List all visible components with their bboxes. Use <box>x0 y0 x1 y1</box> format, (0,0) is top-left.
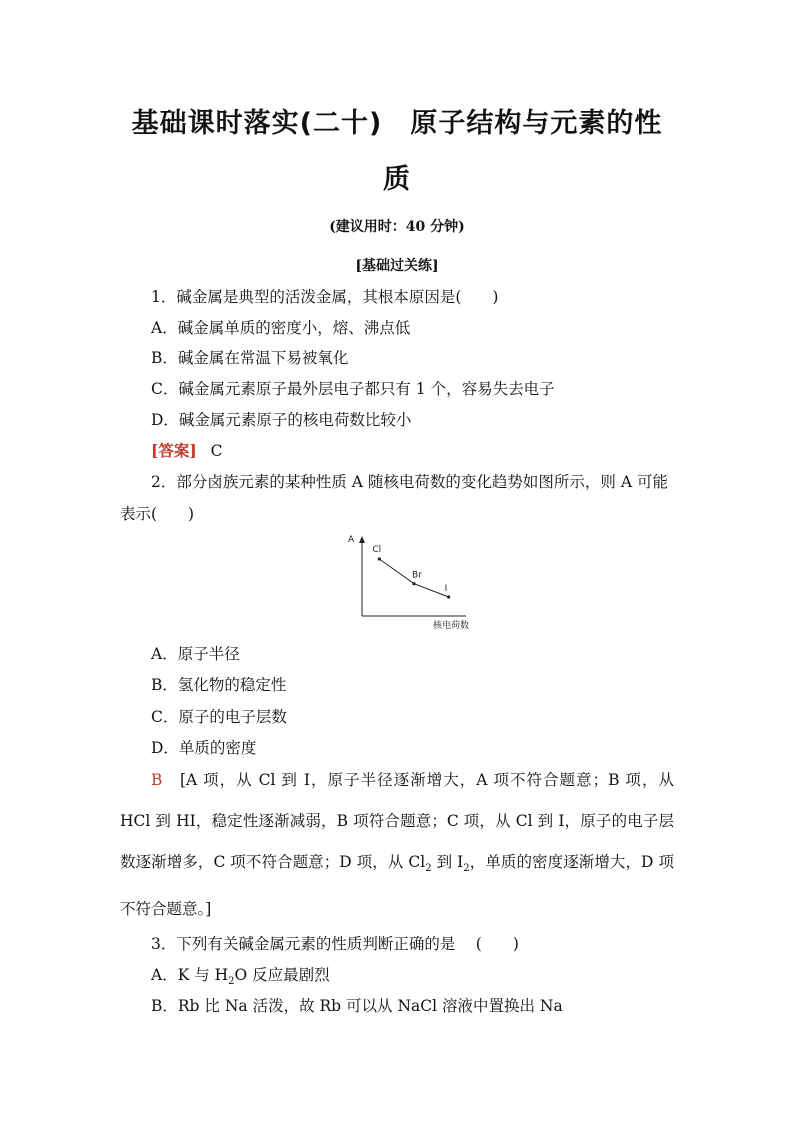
data-point-i <box>447 595 450 598</box>
answer-value: C <box>210 442 223 460</box>
q2-explanation-text-1: [A 项，从 Cl 到 I，原子半径逐渐增大，A 项不符合题意；B 项，从 HCl 到 HI，稳定性逐渐减弱，B 项符合题意；C 项，从 Cl 到 I，原子的电子层数逐渐增多，C 项不符合题意；D 项，从 Cl <box>120 771 674 871</box>
q2-option-c: C．原子的电子层数 <box>151 708 287 726</box>
data-label-br: Br <box>412 570 422 581</box>
q1-stem: 1．碱金属是典型的活泼金属，其根本原因是( ) <box>151 288 499 306</box>
title-line-1: 基础课时落实(二十) 原子结构与元素的性 <box>131 108 663 139</box>
q2-explanation-text-3: ，单质的密度逐渐增大，D 项不符合题意。] <box>120 853 674 919</box>
y-axis-arrow <box>359 536 365 543</box>
answer-label: [答案] <box>151 441 197 460</box>
data-label-i: I <box>444 584 448 594</box>
q2-explanation-text-2: 到 I <box>431 853 464 871</box>
data-points <box>372 545 450 599</box>
q1-answer <box>151 439 223 461</box>
q2-stem-line-2: 表示( ) <box>120 505 195 523</box>
x-axis-label: 核电荷数 <box>433 621 470 631</box>
page-title <box>110 96 684 208</box>
title-line-2: 质 <box>383 164 411 195</box>
q2-option-d: D．单质的密度 <box>151 739 257 757</box>
q1-option-d: D．碱金属元素原子的核电荷数比较小 <box>151 411 412 429</box>
time-hint: (建议用时：40 分钟) <box>329 219 465 235</box>
data-label-cl: Cl <box>372 545 382 555</box>
q2-option-a: A．原子半径 <box>151 645 240 663</box>
section-heading: [基础过关练] <box>355 258 439 274</box>
q2-stem-line-1: 2．部分卤族元素的某种性质 A 随核电荷数的变化趋势如图所示，则 A 可能 <box>151 473 668 491</box>
y-axis-label: A <box>348 535 355 545</box>
q1-option-b: B．碱金属在常温下易被氧化 <box>151 349 349 367</box>
q3-option-a-post: O 反应最剧烈 <box>234 966 330 984</box>
data-point-cl <box>378 557 381 560</box>
q1-option-a: A．碱金属单质的密度小，熔、沸点低 <box>151 319 411 337</box>
q3-option-a <box>151 963 330 987</box>
q2-explanation-sub-1: 2 <box>425 863 432 875</box>
data-point-br <box>412 582 415 585</box>
q2-explanation <box>120 760 674 930</box>
q3-option-a-pre: A．K 与 H <box>151 966 229 984</box>
q2-explanation-sub-2: 2 <box>463 863 470 875</box>
q1-option-c: C．碱金属元素原子最外层电子都只有 1 个，容易失去电子 <box>151 380 555 398</box>
q2-option-b: B．氢化物的稳定性 <box>151 676 287 694</box>
q3-option-a-sub: 2 <box>228 976 235 988</box>
q3-stem: 3．下列有关碱金属元素的性质判断正确的是 ( ) <box>151 935 519 953</box>
trend-chart <box>344 530 484 634</box>
q3-option-b: B．Rb 比 Na 活泼，故 Rb 可以从 NaCl 溶液中置换出 Na <box>151 997 563 1015</box>
q2-answer: B <box>151 771 163 789</box>
